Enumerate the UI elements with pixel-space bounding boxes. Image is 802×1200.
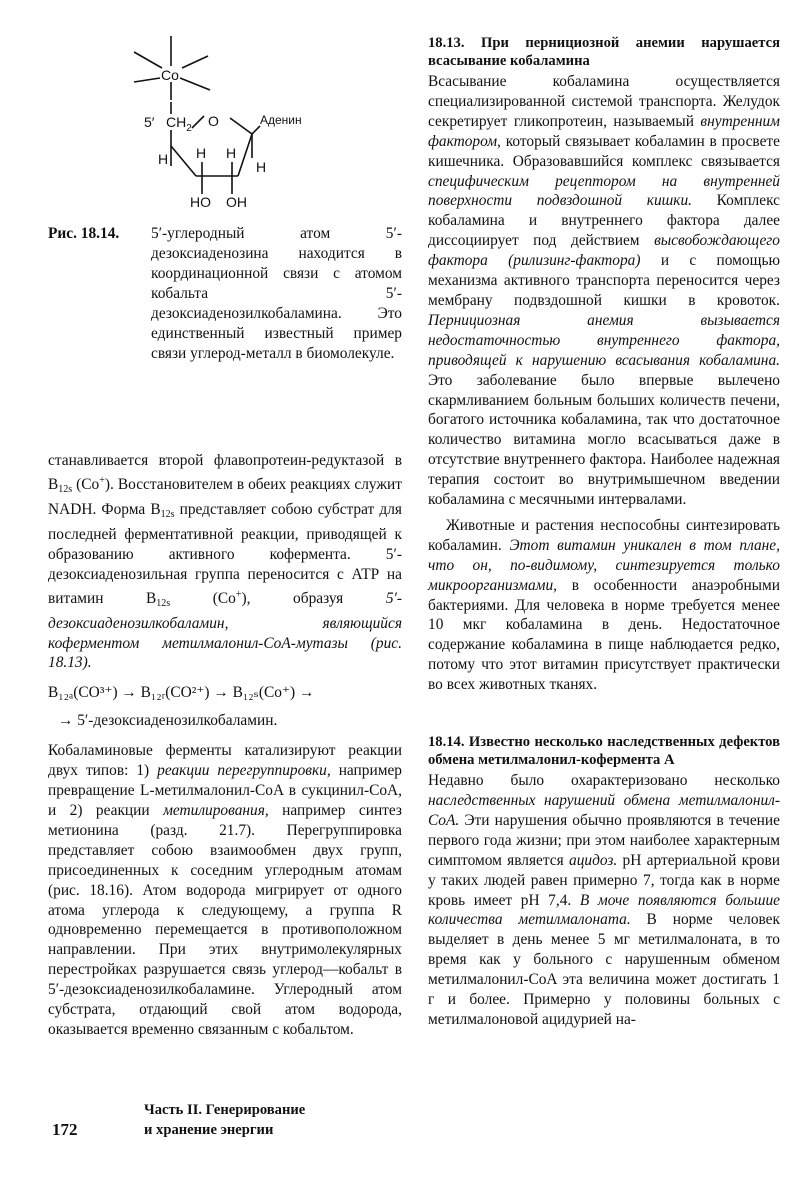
figure-caption	[48, 224, 402, 364]
hydroxyl-label: HO	[190, 194, 211, 210]
running-footer-line: Часть II. Генерирование	[144, 1102, 306, 1118]
section-heading: 18.13. При пернициозной анемии нарушается всасывание кобаламина	[428, 35, 780, 69]
section-heading: 18.14. Известно несколько наследственных дефектов обмена метилмалонил-кофермента A	[428, 734, 780, 769]
paragraph: Животные и растения неспособны синтезировать кобаламин. Этот витамин уникален в том плане, что он, по-видимому, синтезируется только микроорганизмами, в особенности анаэробными бактериями. Для человека в норме требуется менее 10 мкг кобаламина в день. Недостаточное содержание кобаламина в пище наблюдается редко, потому что этот витамин присутствует практически во всех животных тканях.	[428, 516, 780, 694]
paragraph: Недавно было охарактеризовано несколько наследственных нарушений обмена метилмалонил-CoA. Эти нарушения обычно проявляются в течение первого года жизни; при этом наиболее характерным симптомом является ацидоз. pH артериальной крови у таких людей равен примерно 7, тогда как в норме кровь имеет pH 7,4. В моче появляются большие количества метилмалоната. В норме человек выделяет в день менее 5 мг метилмалоната, в то время как у больного с нарушенным обменом метилмалонил-CoA эта величина может достигать 1 г и более. Примерно у половины больных с метилмалоновой ацидурией на-	[428, 772, 780, 1028]
cobalt-atom-label: Co	[161, 67, 179, 83]
hydrogen-label: H	[256, 159, 267, 175]
paragraph: Всасывание кобаламина осуществляется специализированной системой транспорта. Желудок секретирует гликопротеин, называемый внутренним фактором, который связывает кобаламин в просвете кишечника. Образовавшийся комплекс связывается специфическим рецептором на внутренней поверхности подвздошной кишки. Комплекс кобаламина и внутреннего фактора далее диссоциирует под действием высвобождающего фактора (рилизинг-фактора) и с помощью механизма активного транспорта переносится через мембрану подвздошной кишки в кровоток. Пернициозная анемия вызывается недостаточностью внутреннего фактора, приводящей к нарушению всасывания кобаламина. Это заболевание было впервые вылечено скармливанием больным больших количеств печени, богатого источника кобаламина, так что достаточное количество витамина могло всасываться даже в отсутствие внутреннего фактора. Наиболее надежная терапия состоит во внутримышечном введении кобаламина с месячными интервалами.	[428, 73, 780, 509]
hydrogen-label: H	[158, 151, 169, 167]
reaction-equation-line: B₁₂ₐ(CO³⁺) → B₁₂ᵣ(CO²⁺) → B₁₂ₛ(Co⁺) →	[48, 684, 315, 702]
hydroxyl-label: OH	[226, 194, 247, 210]
running-footer-line: и хранение энергии	[144, 1122, 274, 1138]
right-column	[428, 34, 780, 1030]
paragraph: станавливается второй флавопротеин-редуктазой в $B_{12s}$ (Co+). Восстановителем в обеих реакциях служит NADH. Форма $B_{12s}$ представляет собою субстрат для последней ферментативной реакции, приводящей к образованию активного кофермента. 5′-дезоксиаденозильная группа переносится с АТР на витамин $B_{12s}$ (Co+), образуя 5′-дезоксиаденозилкобаламин, являющийся коферментом метилмалонил-CoA-мутазы (рис. 18.13).	[48, 452, 402, 672]
figure-label: Рис. 18.14.	[48, 225, 120, 242]
five-prime-label: 5′	[144, 114, 155, 130]
ring-oxygen-label: O	[208, 113, 219, 129]
paragraph: Кобаламиновые ферменты катализируют реакции двух типов: 1) реакции перегруппировки, например превращение L-метилмалонил-CoA в сукцинил-CoA, и 2) реакции метилирования, например синтез метионина (разд. 21.7). Перегруппировка представляет собою взаимообмен двух групп, присоединенных к соседним углеродным атомам (рис. 18.16). Атом водорода мигрирует от одного атома углерода к следующему, а группа R одновременно перемещается в противоположном направлении. При этих внутримолекулярных перестройках разрушается связь углерод—кобальт в 5′-дезоксиаденозилкобаламине. Углеродный атом субстрата, отдающий свой атом водорода, оказывается временно связанным с кобальтом.	[48, 742, 403, 1038]
adenine-label: Аденин	[260, 113, 302, 127]
left-column	[48, 451, 402, 1040]
page-number: 172	[52, 1120, 78, 1139]
figure-caption-text: 5′-углеродный атом 5′-дезоксиаденозина находится в координационной связи с атомом кобальта 5′-дезоксиаденозилкобаламина. Это единственный известный пример связи углерод-металл в биомолекуле.	[151, 225, 402, 362]
running-footer	[144, 1100, 305, 1140]
hydrogen-label: H	[226, 145, 237, 161]
ch2-label: $CH_2$	[166, 114, 192, 134]
hydrogen-label: H	[196, 145, 207, 161]
reaction-equation-line: → 5′-дезоксиаденозилкобаламин.	[58, 712, 278, 730]
deoxyadenosyl-structure-figure	[120, 30, 350, 210]
